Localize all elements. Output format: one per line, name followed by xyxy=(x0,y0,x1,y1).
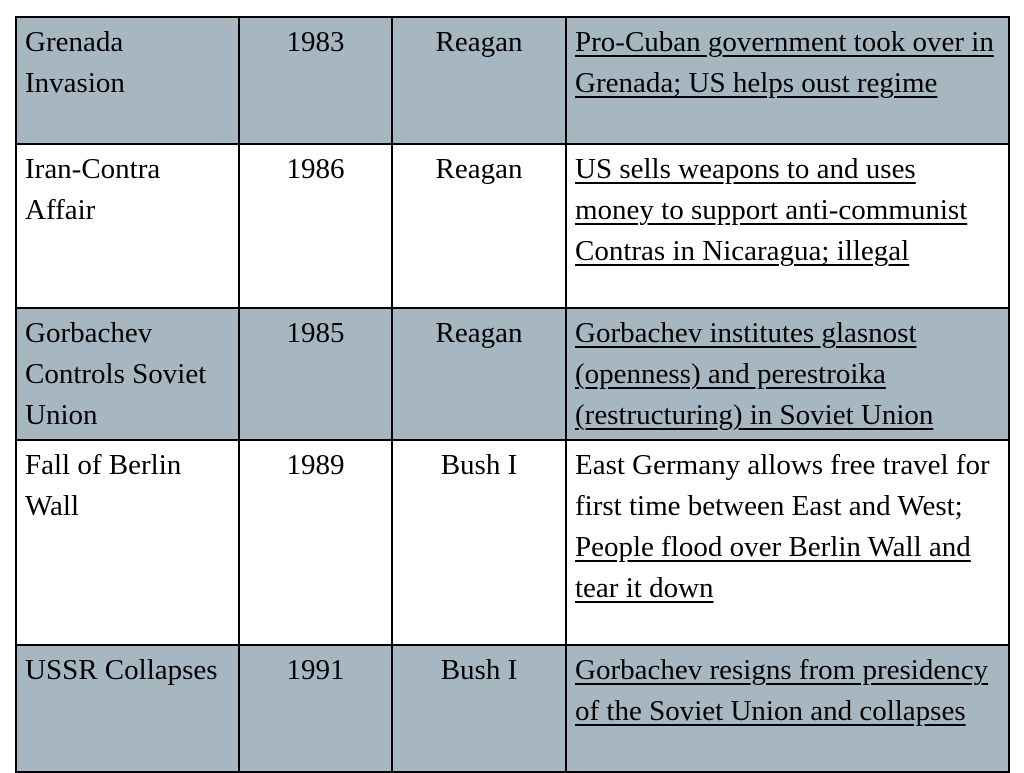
president-cell: Bush I xyxy=(392,645,566,772)
year-cell: 1991 xyxy=(239,645,392,772)
table-row xyxy=(16,144,1009,308)
president-cell: Reagan xyxy=(392,308,566,440)
year-cell: 1986 xyxy=(239,144,392,308)
description-underlined-text: People flood over Berlin Wall and tear it down xyxy=(575,531,971,604)
president-cell: Reagan xyxy=(392,17,566,144)
event-name-cell: Grenada Invasion xyxy=(16,17,239,144)
year-cell: 1985 xyxy=(239,308,392,440)
year-cell: 1983 xyxy=(239,17,392,144)
description-underlined-text: US sells weapons to and uses money to support anti-communist Contras in Nicaragua; illegal xyxy=(575,153,968,267)
description-plain-text: East Germany allows free travel for first time between East and West; xyxy=(575,449,990,522)
event-name-cell: Fall of Berlin Wall xyxy=(16,440,239,645)
table-row xyxy=(16,645,1009,772)
table-row xyxy=(16,308,1009,440)
description-cell xyxy=(566,308,1009,440)
president-cell: Bush I xyxy=(392,440,566,645)
event-name-cell: Iran-Contra Affair xyxy=(16,144,239,308)
table-row xyxy=(16,17,1009,144)
description-underlined-text: Gorbachev resigns from presidency of the Soviet Union and collapses xyxy=(575,654,989,727)
description-cell xyxy=(566,645,1009,772)
president-cell: Reagan xyxy=(392,144,566,308)
description-cell xyxy=(566,144,1009,308)
year-cell: 1989 xyxy=(239,440,392,645)
cold-war-events-table xyxy=(15,16,1010,773)
event-name-cell: Gorbachev Controls Soviet Union xyxy=(16,308,239,440)
description-underlined-text: Gorbachev institutes glasnost (openness) and perestroika (restructuring) in Soviet Union xyxy=(575,317,934,431)
description-cell xyxy=(566,440,1009,645)
description-underlined-text: Pro-Cuban government took over in Grenada; US helps oust regime xyxy=(575,26,994,99)
table-row xyxy=(16,440,1009,645)
description-cell xyxy=(566,17,1009,144)
event-name-cell: USSR Collapses xyxy=(16,645,239,772)
